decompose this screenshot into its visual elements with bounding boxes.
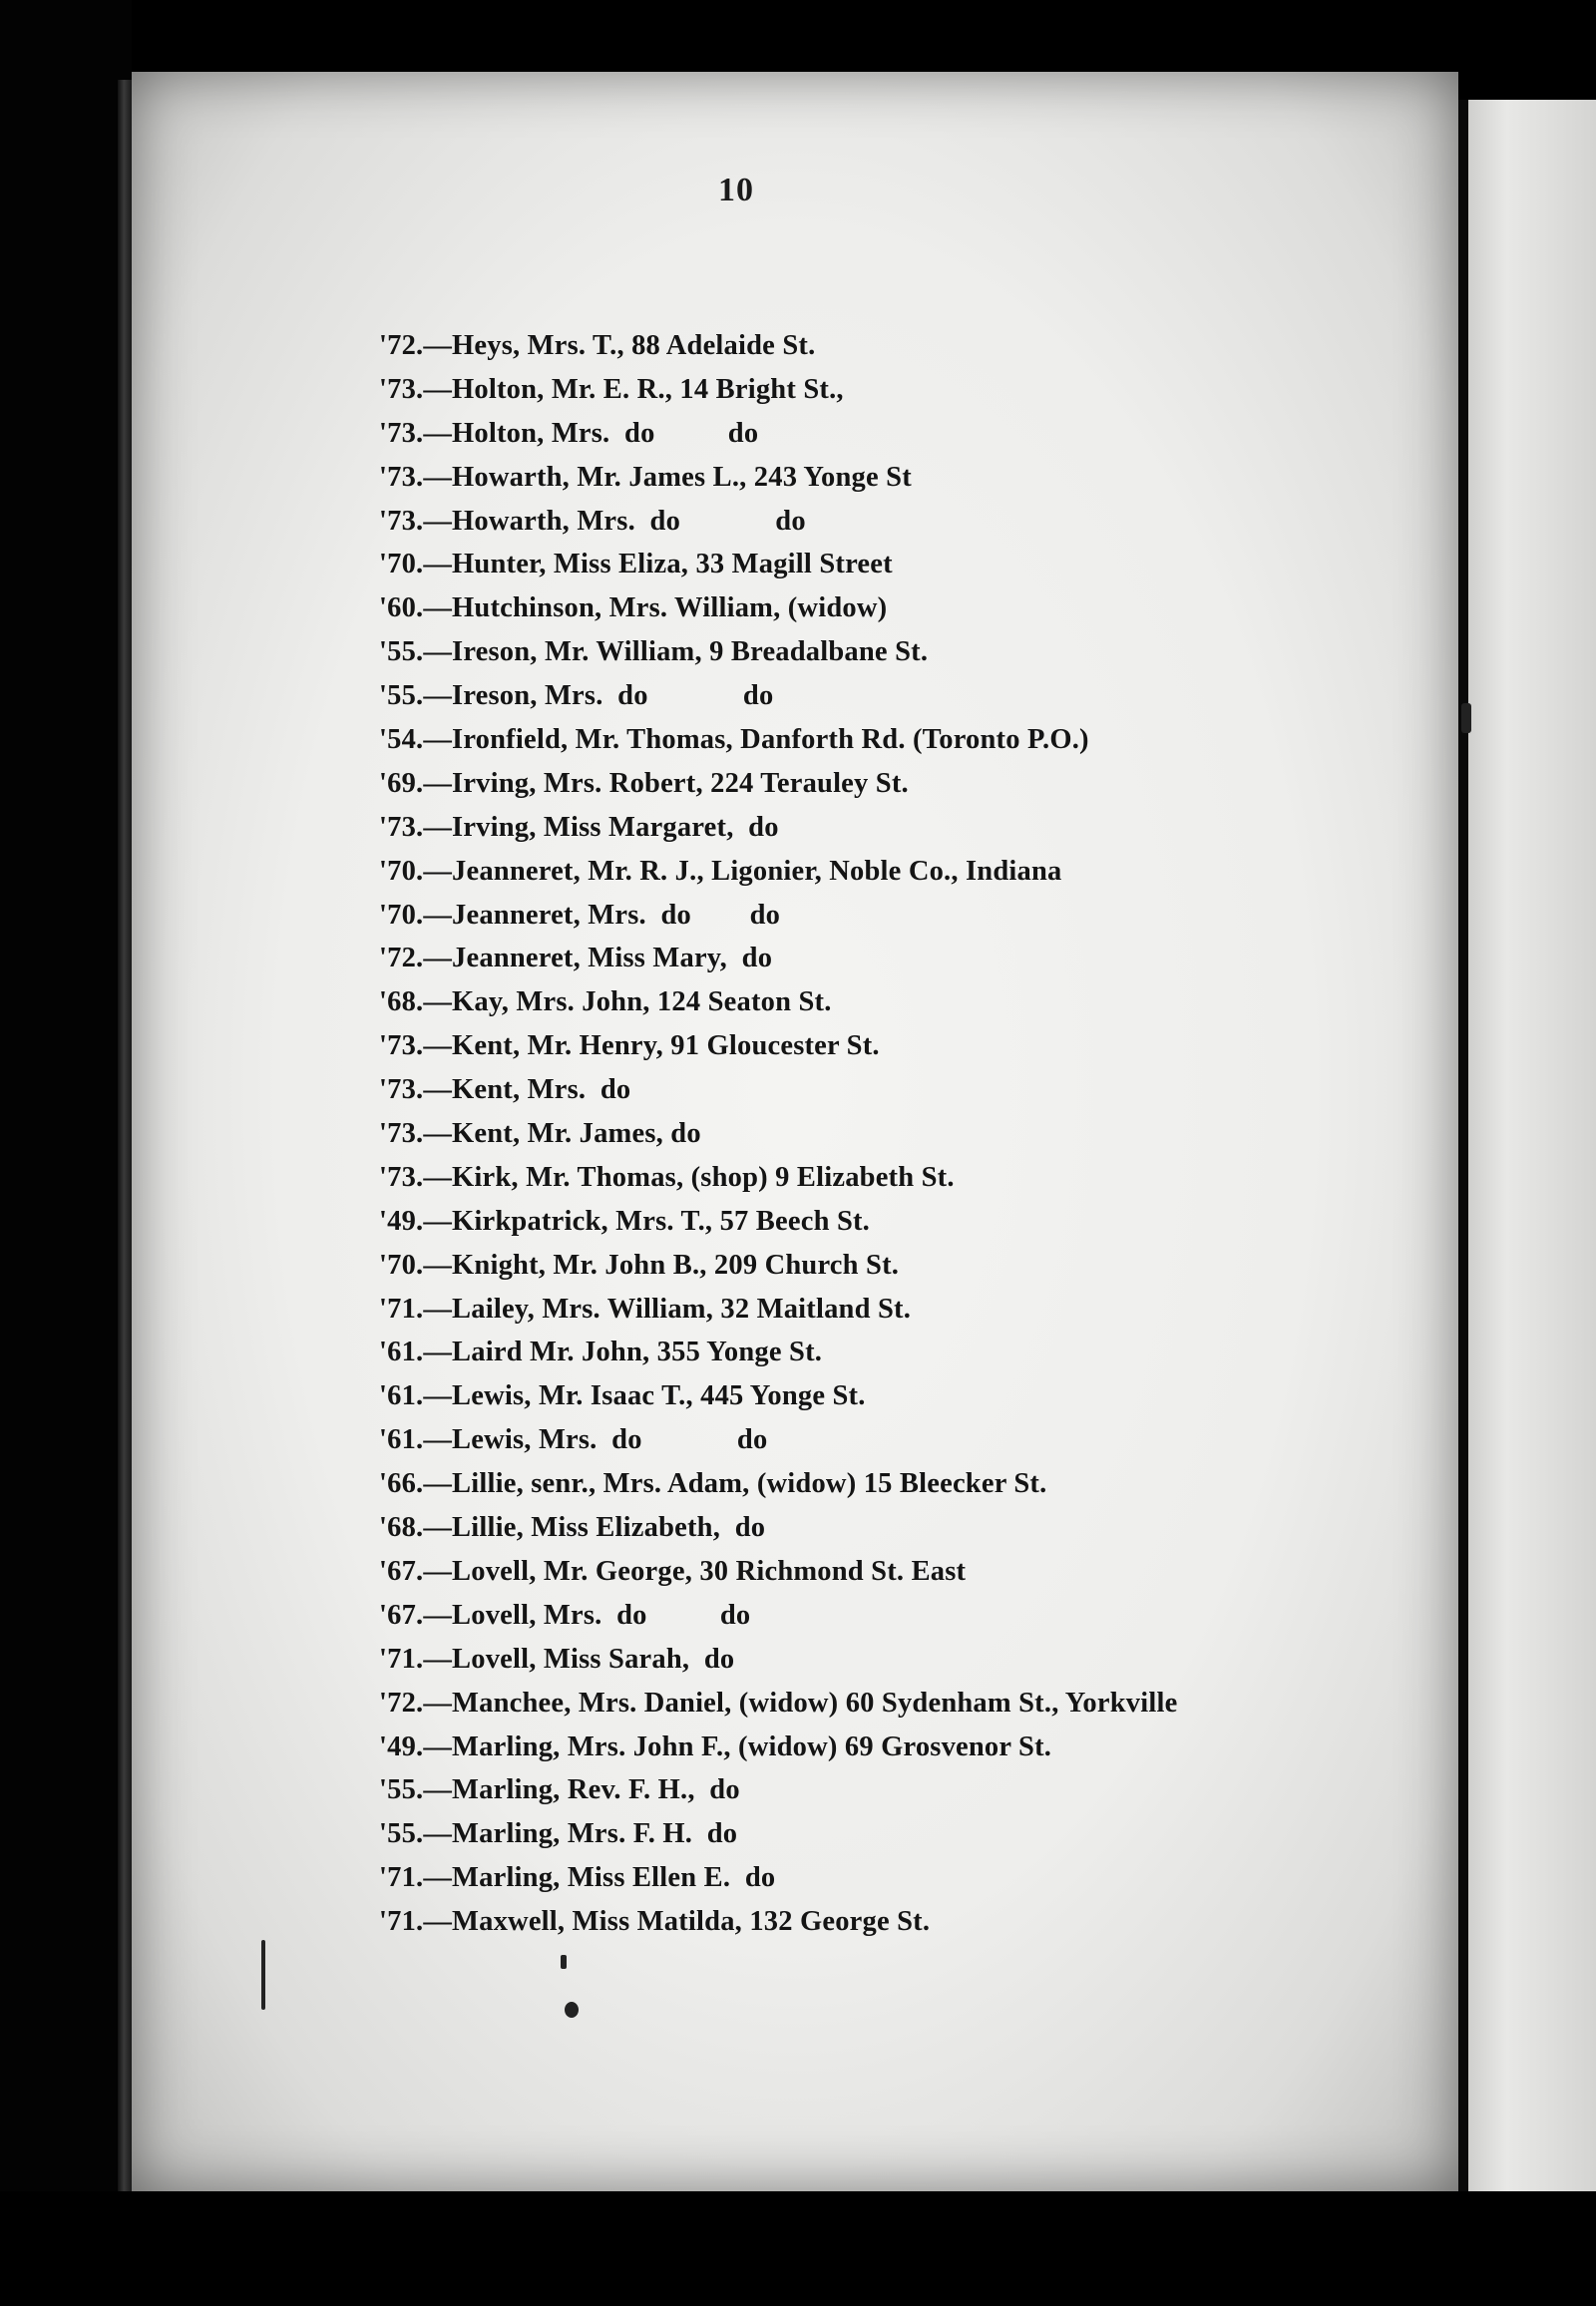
entry-ditto: do	[692, 1818, 738, 1850]
entry-name: —Lewis, Mr. Isaac T., 445 Yonge St.	[423, 1380, 866, 1412]
entry-year: '70.	[379, 855, 424, 887]
entry-name: —Kent, Mr. James, do	[423, 1118, 701, 1150]
entry-name: —Hutchinson, Mrs. William, (widow)	[423, 592, 888, 624]
list-item	[379, 630, 1177, 674]
entry-year: '73.	[379, 1118, 424, 1150]
entry-name: —Jeanneret, Mrs.	[423, 899, 646, 931]
entry-name: —Knight, Mr. John B., 209 Church St.	[423, 1249, 900, 1281]
list-item	[379, 1682, 1177, 1726]
list-item	[379, 1506, 1177, 1550]
entry-year: '73.	[379, 811, 424, 843]
list-item	[379, 1726, 1177, 1769]
entry-name: —Lovell, Mrs.	[423, 1599, 602, 1631]
list-item	[379, 1200, 1177, 1244]
entry-year: '71.	[379, 1293, 424, 1325]
entry-year: '54.	[379, 724, 424, 756]
entry-year: '72.	[379, 330, 424, 361]
entry-name: —Kent, Mrs.	[423, 1074, 587, 1106]
list-item	[379, 762, 1177, 806]
list-item	[379, 1856, 1177, 1900]
entry-year: '55.	[379, 680, 424, 712]
ink-speck	[565, 2002, 579, 2018]
entry-year: '67.	[379, 1555, 424, 1587]
entry-year: '49.	[379, 1205, 424, 1237]
list-item	[379, 980, 1177, 1024]
entry-year: '71.	[379, 1862, 424, 1894]
entry-year: '68.	[379, 1512, 424, 1544]
list-item	[379, 674, 1177, 718]
entry-year: '70.	[379, 1249, 424, 1281]
entry-name: —Heys, Mrs. T., 88 Adelaide St.	[423, 330, 816, 361]
entry-name: —Lovell, Mr. George, 30 Richmond St. East	[423, 1555, 967, 1587]
list-item	[379, 500, 1177, 544]
entry-name: —Irving, Mrs. Robert, 224 Terauley St.	[423, 767, 909, 799]
list-item	[379, 324, 1177, 368]
entry-ditto: do	[694, 1774, 740, 1806]
ink-speck	[261, 1940, 265, 2010]
entry-name: —Ireson, Mr. William, 9 Breadalbane St.	[423, 636, 929, 668]
entry-year: '73.	[379, 373, 424, 405]
entry-year: '73.	[379, 1030, 424, 1062]
entry-year: '70.	[379, 899, 424, 931]
entry-year: '55.	[379, 1774, 424, 1806]
entry-name: —Manchee, Mrs. Daniel, (widow) 60 Sydenham St., Yorkville	[423, 1687, 1178, 1719]
list-item	[379, 1068, 1177, 1112]
entry-ditto: do do	[645, 899, 781, 931]
entry-year: '71.	[379, 1906, 424, 1938]
member-list	[379, 324, 1177, 1944]
entry-year: '69.	[379, 767, 424, 799]
entry-ditto: do do	[602, 680, 774, 712]
entry-year: '66.	[379, 1468, 424, 1500]
list-item	[379, 1156, 1177, 1200]
list-item	[379, 806, 1177, 850]
list-item	[379, 1550, 1177, 1594]
list-item	[379, 412, 1177, 456]
entry-ditto: do do	[609, 417, 759, 449]
list-item	[379, 586, 1177, 630]
entry-year: '61.	[379, 1337, 424, 1368]
list-item	[379, 1462, 1177, 1506]
list-item	[379, 894, 1177, 938]
entry-name: —Holton, Mrs.	[423, 417, 610, 449]
entry-name: —Jeanneret, Miss Mary,	[423, 943, 727, 974]
entry-name: —Ironfield, Mr. Thomas, Danforth Rd. (Toronto P.O.)	[423, 724, 1089, 756]
list-item	[379, 1900, 1177, 1944]
entry-name: —Marling, Mrs. F. H.	[423, 1818, 693, 1850]
list-item	[379, 543, 1177, 586]
entry-name: —Ireson, Mrs.	[423, 680, 603, 712]
entry-name: —Howarth, Mr. James L., 243 Yonge St	[423, 461, 912, 493]
entry-name: —Maxwell, Miss Matilda, 132 George St.	[423, 1906, 931, 1938]
entry-ditto: do	[720, 1512, 766, 1544]
entry-name: —Irving, Miss Margaret,	[423, 811, 734, 843]
entry-year: '68.	[379, 986, 424, 1018]
list-item	[379, 1024, 1177, 1068]
entry-year: '73.	[379, 1074, 424, 1106]
ink-speck	[1461, 703, 1471, 733]
entry-year: '49.	[379, 1730, 424, 1762]
entry-name: —Marling, Mrs. John F., (widow) 69 Grosvenor St.	[423, 1730, 1052, 1762]
list-item	[379, 1374, 1177, 1418]
entry-ditto: do do	[597, 1424, 768, 1456]
entry-name: —Jeanneret, Mr. R. J., Ligonier, Noble Co., Indiana	[423, 855, 1062, 887]
list-item	[379, 1331, 1177, 1374]
entry-year: '55.	[379, 1818, 424, 1850]
entry-name: —Marling, Rev. F. H.,	[423, 1774, 695, 1806]
entry-year: '72.	[379, 1687, 424, 1719]
entry-name: —Lailey, Mrs. William, 32 Maitland St.	[423, 1293, 912, 1325]
entry-year: '60.	[379, 592, 424, 624]
list-item	[379, 456, 1177, 500]
entry-ditto: do	[733, 811, 779, 843]
list-item	[379, 368, 1177, 412]
entry-year: '73.	[379, 505, 424, 537]
entry-name: —Hunter, Miss Eliza, 33 Magill Street	[423, 549, 893, 580]
entry-ditto: do	[730, 1862, 776, 1894]
list-item	[379, 1244, 1177, 1288]
left-film-border	[0, 0, 132, 2306]
entry-year: '73.	[379, 417, 424, 449]
entry-year: '61.	[379, 1380, 424, 1412]
entry-name: —Kirkpatrick, Mrs. T., 57 Beech St.	[423, 1205, 871, 1237]
facing-page-edge	[1468, 100, 1596, 2204]
entry-year: '71.	[379, 1643, 424, 1675]
entry-ditto: do	[586, 1074, 631, 1106]
entry-year: '70.	[379, 549, 424, 580]
list-item	[379, 937, 1177, 980]
entry-ditto: do	[727, 943, 773, 974]
list-item	[379, 1288, 1177, 1332]
list-item	[379, 1768, 1177, 1812]
entry-year: '55.	[379, 636, 424, 668]
ink-speck	[561, 1955, 567, 1969]
entry-name: —Lewis, Mrs.	[423, 1424, 598, 1456]
entry-ditto: do do	[634, 505, 806, 537]
list-item	[379, 1594, 1177, 1638]
entry-name: —Lovell, Miss Sarah,	[423, 1643, 690, 1675]
list-item	[379, 1638, 1177, 1682]
list-item	[379, 850, 1177, 894]
entry-year: '73.	[379, 1161, 424, 1193]
page-edge-shadow	[1458, 100, 1468, 2194]
entry-name: —Holton, Mr. E. R., 14 Bright St.,	[423, 373, 844, 405]
binding-strip	[118, 80, 132, 2224]
entry-year: '61.	[379, 1424, 424, 1456]
list-item	[379, 1812, 1177, 1856]
entry-name: —Kirk, Mr. Thomas, (shop) 9 Elizabeth St.	[423, 1161, 955, 1193]
list-item	[379, 718, 1177, 762]
entry-name: —Lillie, senr., Mrs. Adam, (widow) 15 Bleecker St.	[423, 1468, 1047, 1500]
entry-name: —Kent, Mr. Henry, 91 Gloucester St.	[423, 1030, 880, 1062]
entry-name: —Kay, Mrs. John, 124 Seaton St.	[423, 986, 832, 1018]
bottom-film-border	[0, 2191, 1596, 2306]
entry-ditto: do	[689, 1643, 735, 1675]
entry-ditto: do do	[601, 1599, 751, 1631]
entry-name: —Howarth, Mrs.	[423, 505, 635, 537]
entry-year: '67.	[379, 1599, 424, 1631]
list-item	[379, 1112, 1177, 1156]
entry-year: '72.	[379, 943, 424, 974]
list-item	[379, 1418, 1177, 1462]
entry-name: —Laird Mr. John, 355 Yonge St.	[423, 1337, 823, 1368]
entry-name: —Marling, Miss Ellen E.	[423, 1862, 731, 1894]
page-number: 10	[718, 172, 754, 208]
entry-name: —Lillie, Miss Elizabeth,	[423, 1512, 721, 1544]
entry-year: '73.	[379, 461, 424, 493]
